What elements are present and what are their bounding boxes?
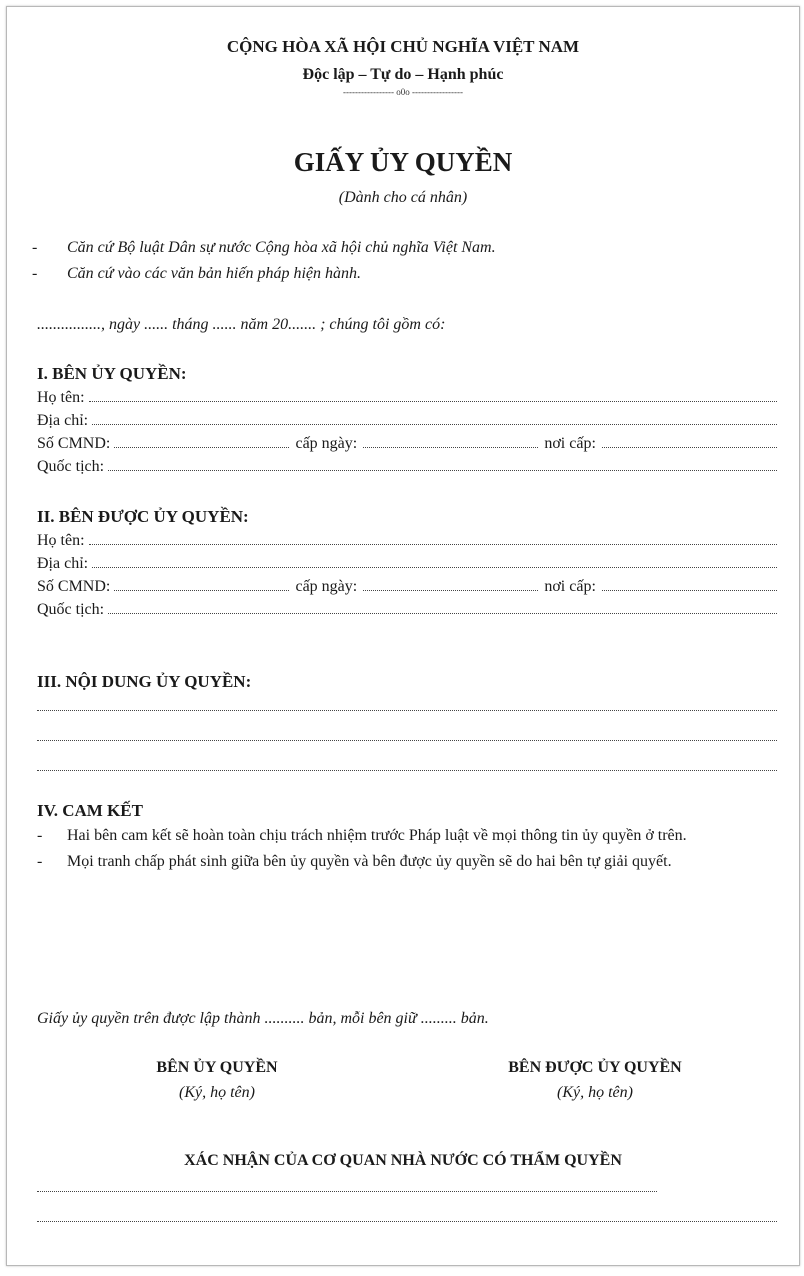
principal-address-field[interactable] [37,409,777,430]
principal-id-field[interactable] [37,432,777,453]
bullet-dash: - [37,827,43,844]
legal-basis-text: Căn cứ Bộ luật Dân sự nước Cộng hòa xã hội chủ nghĩa Việt Nam. [67,239,496,256]
date-line: ................, ngày ...... tháng ...... năm 20....... ; chúng tôi gồm có: [37,316,446,333]
document-subtitle: (Dành cho cá nhân) [338,189,468,206]
national-motto: Độc lập – Tự do – Hạnh phúc [302,66,504,83]
commitment-item [37,824,777,848]
principal-signature-label: BÊN ỦY QUYỀN [156,1059,278,1076]
section-agent-heading: II. BÊN ĐƯỢC ỦY QUYỀN: [37,507,249,526]
header-separator: ----------------- o0o ----------------- [343,87,463,97]
commitment-list [37,824,777,874]
commitment-text: Hai bên cam kết sẽ hoàn toàn chịu trách nhiệm trước Pháp luật về mọi thông tin ủy quyền ở trên. [67,827,687,844]
agent-id-field[interactable] [37,575,777,596]
sign-hint: (Ký, họ tên) [179,1084,255,1101]
document-page [6,6,800,1266]
principal-name-field[interactable] [37,386,777,407]
field-label: Địa chỉ: [37,555,89,572]
agent-nationality-field[interactable] [37,598,777,619]
national-title: CỘNG HÒA XÃ HỘI CHỦ NGHĨA VIỆT NAM [226,37,580,56]
field-label: cấp ngày: [295,435,358,452]
legal-basis-item [32,239,496,257]
field-label: Họ tên: [37,532,85,549]
field-label: Địa chỉ: [37,412,89,429]
section-principal-heading: I. BÊN ỦY QUYỀN: [37,364,187,383]
field-label: Số CMND: [37,578,111,595]
agent-signature-block [445,1059,745,1102]
document-title: GIẤY ỦY QUYỀN [293,147,513,177]
bullet-dash: - [32,239,38,256]
copies-line: Giấy ủy quyền trên được lập thành .......... bản, mỗi bên giữ ......... bản. [37,1010,489,1027]
content-line[interactable] [37,740,777,741]
field-label: Quốc tịch: [37,601,105,618]
field-label: Số CMND: [37,435,111,452]
field-label: nơi cấp: [544,435,596,452]
field-label: cấp ngày: [295,578,358,595]
legal-basis-item [32,265,361,283]
bullet-dash: - [32,265,38,282]
principal-nationality-field[interactable] [37,455,777,476]
content-line[interactable] [37,710,777,711]
bullet-dash: - [37,853,43,870]
legal-basis-text: Căn cứ vào các văn bản hiến pháp hiện hành. [67,265,361,282]
field-label: Quốc tịch: [37,458,105,475]
content-line[interactable] [37,770,777,771]
section-content-heading: III. NỘI DUNG ỦY QUYỀN: [37,672,252,691]
agent-name-field[interactable] [37,529,777,550]
principal-signature-block [67,1059,367,1102]
commitment-text: Mọi tranh chấp phát sinh giữa bên ủy quyền và bên được ủy quyền sẽ do hai bên tự giải quyết. [67,853,672,870]
field-label: nơi cấp: [544,578,596,595]
confirmation-line[interactable] [37,1221,777,1222]
sign-hint: (Ký, họ tên) [557,1084,633,1101]
commitment-item [37,850,777,874]
section-commitment-heading: IV. CAM KẾT [37,801,143,820]
confirmation-line[interactable] [37,1191,657,1192]
field-label: Họ tên: [37,389,85,406]
agent-address-field[interactable] [37,552,777,573]
authority-confirmation-heading: XÁC NHẬN CỦA CƠ QUAN NHÀ NƯỚC CÓ THẨM QUYỀN [184,1152,622,1169]
agent-signature-label: BÊN ĐƯỢC ỦY QUYỀN [508,1059,682,1076]
